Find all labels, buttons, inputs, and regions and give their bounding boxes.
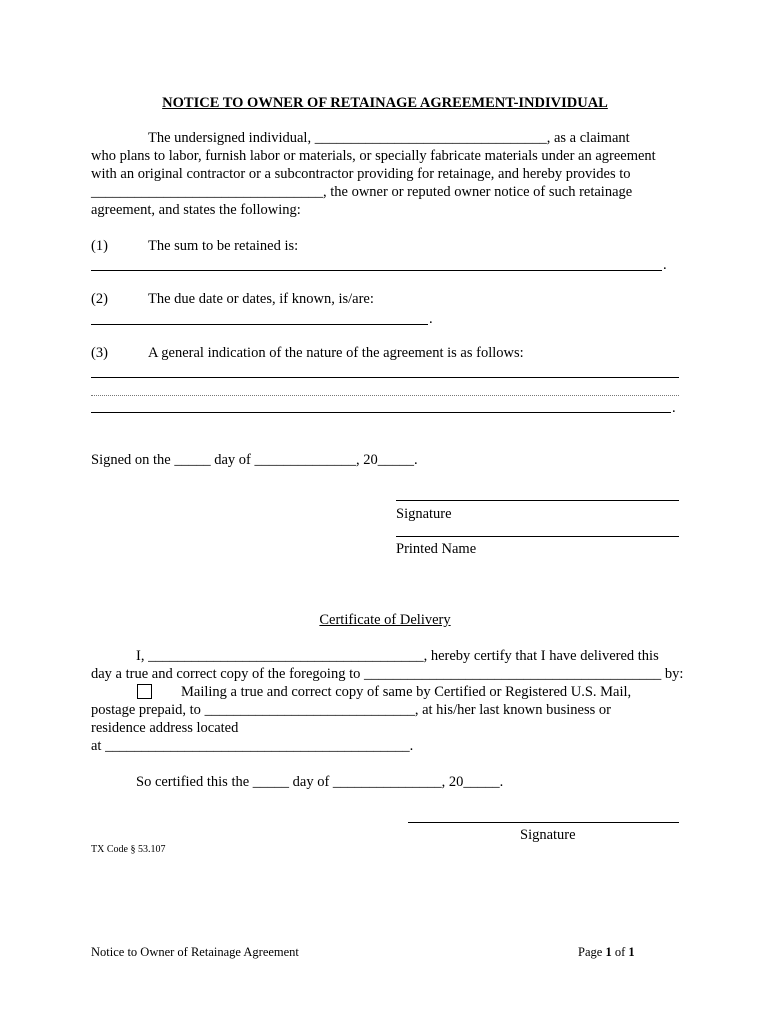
intro-line-3: with an original contractor or a subcontractor providing for retainage, and hereby provides to [91,166,631,182]
address-blank[interactable]: __________________________________________ [105,738,410,754]
claimant-name-blank[interactable]: ________________________________ [314,130,547,146]
tx-code-reference: TX Code § 53.107 [91,844,166,855]
certifier-name-blank[interactable]: ______________________________________ [148,648,424,664]
signature-line[interactable] [396,500,679,501]
signed-on-line[interactable]: Signed on the _____ day of ______________, 20_____. [91,452,418,468]
due-date-line[interactable] [91,324,428,325]
certificate-signature-line[interactable] [408,822,679,823]
intro-line-4 [91,184,632,201]
cert-text: day a true and correct copy of the foregoing to [91,666,364,682]
item-number: (1) [91,238,108,254]
intro-text: , as a claimant [546,130,630,146]
period: . [672,400,676,416]
page-of: of [611,945,629,959]
cert-text: postage prepaid, to [91,702,205,718]
signature-label: Signature [396,506,452,522]
printed-name-line[interactable] [396,536,679,537]
cert-text: at [91,738,106,754]
period: . [663,257,667,273]
period: . [429,311,433,327]
item-text: The sum to be retained is: [148,238,299,254]
intro-line-2: who plans to labor, furnish labor or materials, or specially fabricate materials under an agreement [91,148,656,164]
intro-line-1 [148,130,630,147]
mail-delivery-checkbox[interactable] [137,684,152,699]
certificate-line-5: residence address located [91,720,239,736]
intro-text: The undersigned individual, [148,130,315,146]
certificate-line-2 [91,666,683,683]
item-number: (3) [91,345,108,361]
cert-text: , hereby certify that I have delivered this [423,648,659,664]
footer-page-number [578,945,635,960]
cert-text: I, [136,648,149,664]
agreement-nature-line-3[interactable] [91,412,671,413]
owner-name-blank[interactable]: ________________________________ [91,184,323,200]
footer-document-title: Notice to Owner of Retainage Agreement [91,945,299,959]
agreement-nature-line-2[interactable] [91,395,679,396]
so-certified-line[interactable]: So certified this the _____ day of _______________, 20_____. [136,774,504,790]
certificate-line-6 [91,738,413,755]
page-total: 1 [628,945,635,959]
cert-text: . [409,738,414,754]
sum-retained-line[interactable] [91,270,662,271]
certificate-signature-label: Signature [520,827,576,843]
certificate-line-1 [136,648,659,665]
mail-delivery-option: Mailing a true and correct copy of same by Certified or Registered U.S. Mail, [181,684,632,700]
page-prefix: Page [578,945,606,959]
item-number: (2) [91,291,108,307]
certificate-heading: Certificate of Delivery [319,612,451,628]
cert-text: , at his/her last known business or [414,702,611,718]
agreement-nature-line-1[interactable] [91,377,679,378]
cert-text: by: [661,666,684,682]
mail-to-blank[interactable]: _____________________________ [204,702,415,718]
intro-line-5: agreement, and states the following: [91,202,301,218]
recipient-name-blank[interactable]: _________________________________________ [363,666,662,682]
item-text: The due date or dates, if known, is/are: [148,291,374,307]
item-text: A general indication of the nature of the agreement is as follows: [148,345,524,361]
page-current: 1 [605,945,612,959]
certificate-line-4 [91,702,611,719]
intro-text: , the owner or reputed owner notice of such retainage [323,184,633,200]
printed-name-label: Printed Name [396,541,477,557]
page-title: NOTICE TO OWNER OF RETAINAGE AGREEMENT-INDIVIDUAL [162,95,608,111]
